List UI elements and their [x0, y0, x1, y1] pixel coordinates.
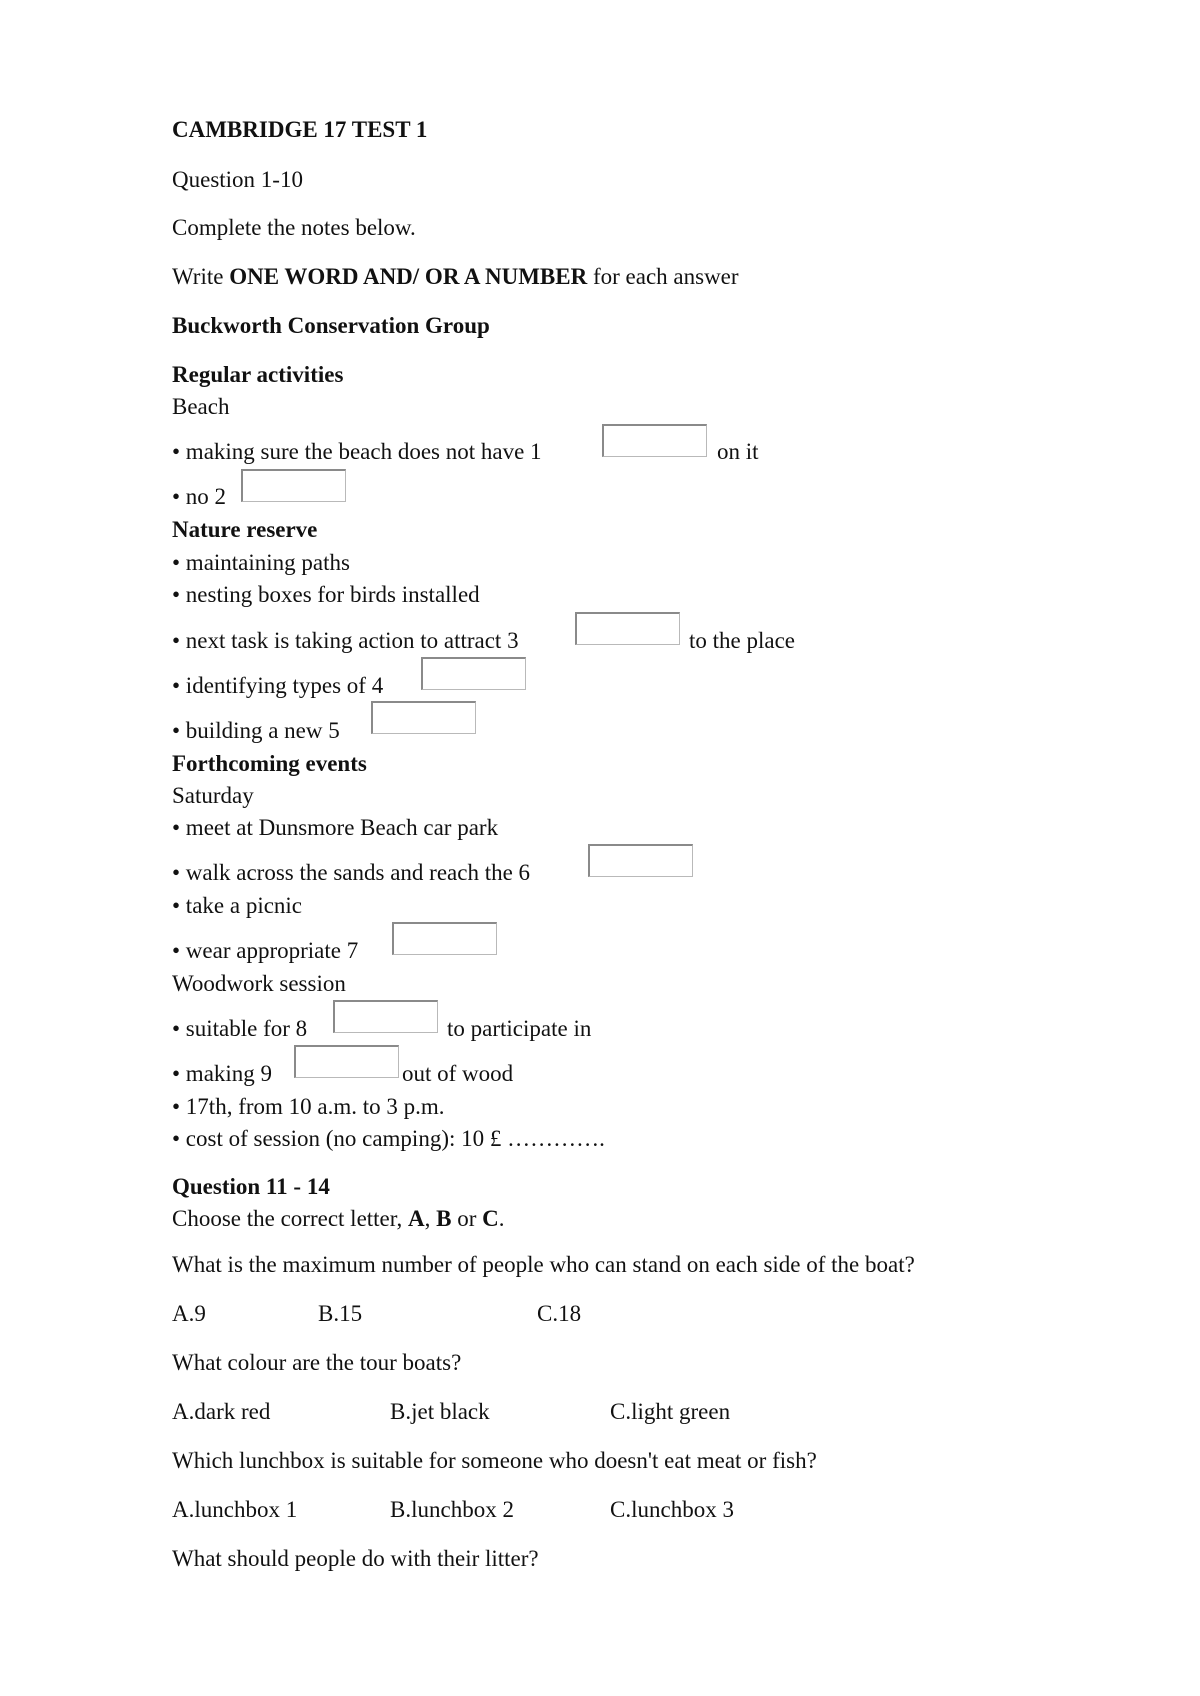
q11-option-b[interactable]: B.15 — [318, 1301, 363, 1326]
q12-option-c[interactable]: C.light green — [610, 1399, 731, 1424]
q2-prefix: • no 2 — [172, 484, 227, 509]
list-item: • nesting boxes for birds installed — [172, 582, 480, 607]
question-13-text: Which lunchbox is suitable for someone who doesn't eat meat or fish? — [172, 1448, 817, 1473]
list-item: • 17th, from 10 a.m. to 3 p.m. — [172, 1094, 445, 1119]
q3-prefix: • next task is taking action to attract 3 — [172, 628, 519, 653]
answer-box-8[interactable] — [333, 1000, 438, 1033]
instruction-text: Choose the correct letter, — [172, 1206, 409, 1231]
q12-option-a[interactable]: A.dark red — [172, 1399, 271, 1424]
letter-c: C — [482, 1206, 499, 1231]
subheading-saturday: Saturday — [172, 783, 254, 808]
list-item: • maintaining paths — [172, 550, 350, 575]
letter-a: A — [408, 1206, 425, 1231]
instruction-complete: Complete the notes below. — [172, 215, 416, 240]
instruction-text: or — [451, 1206, 483, 1231]
question-11-text: What is the maximum number of people who can stand on each side of the boat? — [172, 1252, 915, 1277]
q4-prefix: • identifying types of 4 — [172, 673, 384, 698]
letter-b: B — [436, 1206, 452, 1231]
subheading-nature-reserve: Nature reserve — [172, 517, 318, 542]
q11-option-c[interactable]: C.18 — [537, 1301, 582, 1326]
q8-suffix: to participate in — [447, 1016, 592, 1041]
instruction-text: . — [498, 1206, 505, 1231]
list-item: • cost of session (no camping): 10 £ …………. — [172, 1126, 605, 1151]
section-heading-regular: Regular activities — [172, 362, 344, 387]
instruction-word-limit — [172, 262, 739, 292]
instruction-text: for each answer — [587, 264, 739, 289]
question-range: Question 1-10 — [172, 167, 303, 192]
instruction-text: Write — [172, 264, 230, 289]
question-12-text: What colour are the tour boats? — [172, 1350, 462, 1375]
q6-prefix: • walk across the sands and reach the 6 — [172, 860, 531, 885]
answer-box-2[interactable] — [241, 469, 346, 502]
q7-prefix: • wear appropriate 7 — [172, 938, 359, 963]
q9-suffix: out of wood — [402, 1061, 514, 1086]
q1-suffix: on it — [717, 439, 759, 464]
answer-box-6[interactable] — [588, 844, 693, 877]
notes-title: Buckworth Conservation Group — [172, 313, 490, 338]
q1-prefix: • making sure the beach does not have 1 — [172, 439, 542, 464]
q3-suffix: to the place — [689, 628, 796, 653]
test-title: CAMBRIDGE 17 TEST 1 — [172, 117, 428, 142]
answer-box-7[interactable] — [392, 922, 497, 955]
subheading-beach: Beach — [172, 394, 230, 419]
q12-option-b[interactable]: B.jet black — [390, 1399, 490, 1424]
q13-option-a[interactable]: A.lunchbox 1 — [172, 1497, 298, 1522]
instruction-text: , — [424, 1206, 437, 1231]
answer-box-5[interactable] — [371, 701, 476, 734]
q9-prefix: • making 9 — [172, 1061, 273, 1086]
question-14-text: What should people do with their litter? — [172, 1546, 539, 1571]
part2-heading: Question 11 - 14 — [172, 1174, 330, 1199]
subheading-woodwork: Woodwork session — [172, 971, 346, 996]
answer-box-9[interactable] — [294, 1045, 399, 1078]
instruction-emphasis: ONE WORD AND/ OR A NUMBER — [229, 264, 588, 289]
part2-instruction — [172, 1204, 505, 1234]
section-heading-events: Forthcoming events — [172, 751, 367, 776]
q13-option-c[interactable]: C.lunchbox 3 — [610, 1497, 734, 1522]
list-item: • meet at Dunsmore Beach car park — [172, 815, 499, 840]
q5-prefix: • building a new 5 — [172, 718, 340, 743]
q11-option-a[interactable]: A.9 — [172, 1301, 206, 1326]
answer-box-1[interactable] — [602, 424, 707, 457]
q13-option-b[interactable]: B.lunchbox 2 — [390, 1497, 514, 1522]
list-item: • take a picnic — [172, 893, 303, 918]
q8-prefix: • suitable for 8 — [172, 1016, 308, 1041]
answer-box-4[interactable] — [421, 657, 526, 690]
answer-box-3[interactable] — [575, 612, 680, 645]
